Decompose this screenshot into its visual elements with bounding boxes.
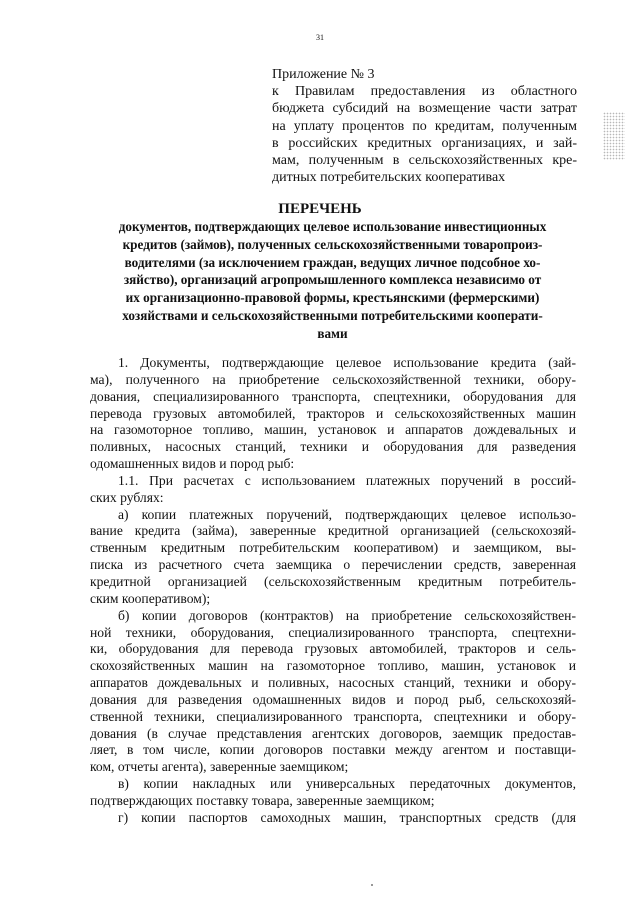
- heading-line: документов, подтверждающих целевое использование инвестиционных: [118, 219, 547, 234]
- appendix-line: Приложение № 3: [272, 67, 375, 82]
- body-line: поливных, насосных станций, техники и оборудования для разведения: [90, 439, 576, 455]
- heading-line: вами: [317, 325, 348, 341]
- body-line: ма), полученного на приобретение сельскохозяйственной техники, обору-: [90, 371, 576, 387]
- body-line: подтверждающих поставку товара, заверенные заемщиком;: [90, 792, 435, 808]
- body-line: кредитной организацией (сельскохозяйственным кредитным потребитель-: [90, 573, 576, 589]
- body-line: ной техники, оборудования, специализированного транспорта, спецтехни-: [90, 624, 576, 640]
- body-line: дования (в случае представления агентских договоров, заемщик предостав-: [90, 725, 576, 741]
- body-line: перевода грузовых автомобилей, тракторов и сельскохозяйственных машин: [90, 405, 576, 421]
- heading-line: их организационно-правовой формы, крестьянскими (фермерскими): [125, 290, 540, 306]
- body-line: на газомоторное топливо, машин, установок и аппаратов дождевальных и: [90, 422, 576, 438]
- appendix-line: на уплату процентов по кредитам, полученным: [272, 118, 577, 134]
- body-line: ским кооперативом);: [90, 590, 211, 606]
- body-line: дования, специализированного транспорта, спецтехники, оборудования для: [90, 388, 576, 404]
- body-line: ком, отчеты агента), заверенные заемщиком;: [90, 759, 349, 775]
- body-line: ственным кредитным потребительским кооперативом) и заемщиком, вы-: [90, 540, 576, 556]
- body-line: ки, оборудования для перевода грузовых автомобилей, тракторов и сель-: [90, 641, 576, 657]
- body-line: 1. Документы, подтверждающие целевое использование кредита (зай-: [118, 355, 576, 370]
- body-line: одомашненных видов и пород рыб:: [90, 456, 295, 472]
- scan-speck: [371, 884, 373, 886]
- document-title: ПЕРЕЧЕНЬ: [278, 201, 362, 217]
- body-line: в) копии накладных или универсальных передаточных документов,: [118, 776, 576, 792]
- heading-line: хозяйствами и сельскохозяйственными потребительскими кооперати-: [122, 307, 543, 323]
- body-line: ских рублях:: [90, 489, 164, 505]
- body-line: 1.1. При расчетах с использованием платежных поручений в россий-: [118, 472, 576, 488]
- body-line: вание кредита (займа), заверенные кредитной организацией (сельскохозяй-: [90, 523, 576, 539]
- body-line: скохозяйственных машин на газомоторное топливо, машин, установок и: [90, 658, 576, 674]
- appendix-note: [272, 66, 577, 186]
- document-heading: [90, 218, 575, 343]
- body-line: аппаратов дождевальных и поливных, насосных станций, техники и обору-: [90, 675, 576, 691]
- scan-artifact: [603, 112, 625, 160]
- appendix-line: бюджета субсидий на возмещение части затрат: [272, 101, 577, 117]
- body-line: писка из расчетного счета заемщика о перечислении средств, заверенная: [90, 557, 576, 573]
- page-number: 31: [316, 33, 324, 42]
- body-line: а) копии платежных поручений, подтверждающих целевое использо-: [118, 506, 576, 522]
- heading-line: кредитов (займов), полученных сельскохозяйственными товаропроиз-: [122, 236, 543, 252]
- appendix-line: в российских кредитных организациях, и зай-: [272, 135, 577, 151]
- body-line: ственной техники, специализированного транспорта, спецтехники и обору-: [90, 708, 576, 724]
- body-line: ляет, в том числе, копии договоров поставки между агентом и поставщи-: [90, 742, 576, 758]
- appendix-line: к Правилам предоставления из областного: [272, 84, 577, 100]
- appendix-line: дитных потребительских кооперативах: [272, 170, 506, 186]
- appendix-line: мам, полученным в сельскохозяйственных кре-: [272, 152, 577, 168]
- body-line: г) копии паспортов самоходных машин, транспортных средств (для: [118, 809, 576, 825]
- heading-line: водителями (за исключением граждан, ведущих личное подсобное хо-: [124, 254, 541, 270]
- body-line: дования для разведения одомашненных видов и пород рыб, сельскохозяй-: [90, 691, 576, 707]
- body-line: б) копии договоров (контрактов) на приобретение сельскохозяйствен-: [118, 607, 576, 623]
- heading-line: зяйство), организаций агропромышленного комплекса независимо от: [123, 272, 542, 288]
- document-body: [90, 355, 576, 827]
